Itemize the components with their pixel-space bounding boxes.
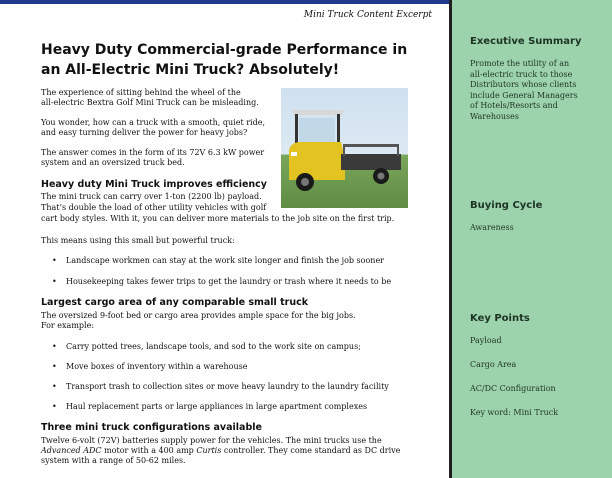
column-divider	[449, 0, 452, 478]
body-line: The oversized 9-foot bed or cargo area provides ample space for the big jobs.	[41, 311, 356, 320]
key-point-item: Cargo Area	[470, 360, 517, 369]
buying-cycle-value: Awareness	[470, 223, 514, 232]
executive-summary-title: Executive Summary	[470, 36, 582, 47]
body-line: Advanced ADC motor with a 400 amp Curtis controller. They come standard as DC drive	[41, 446, 401, 455]
body-line: That’s double the load of other utility vehicles with golf	[41, 203, 267, 212]
key-points-title: Key Points	[470, 313, 530, 324]
truck-illustration	[281, 88, 408, 208]
intro-line: all-electric Bextra Golf Mini Truck can be misleading.	[41, 98, 259, 107]
motor-name: Advanced ADC	[41, 446, 102, 455]
intro-line: and easy turning deliver the power for heavy jobs?	[41, 128, 248, 137]
intro-line: The answer comes in the form of its 72V 6.3 kW power	[41, 148, 265, 157]
body-line: Twelve 6-volt (72V) batteries supply power for the vehicles. The mini trucks use the	[41, 436, 382, 445]
article-title: Heavy Duty Commercial-grade Performance in an All-Electric Mini Truck? Absolutely!	[41, 42, 408, 78]
key-point-item: Key word: Mini Truck	[470, 408, 559, 417]
body-line: This means using this small but powerful truck:	[41, 236, 235, 245]
body-line: system with a range of 50-62 miles.	[41, 456, 186, 465]
controller-name: Curtis	[196, 446, 222, 455]
top-accent-bar	[0, 0, 492, 4]
intro-line: You wonder, how can a truck with a smooth, quiet ride,	[41, 118, 265, 127]
section-heading: Heavy duty Mini Truck improves efficiency	[41, 179, 268, 190]
key-point-item: AC/DC Configuration	[470, 384, 556, 393]
buying-cycle-title: Buying Cycle	[470, 200, 543, 211]
body-line: The mini truck can carry over 1-ton (2200 lb) payload.	[41, 192, 262, 201]
excerpt-label: Mini Truck Content Excerpt	[303, 10, 432, 20]
key-point-item: Payload	[470, 336, 502, 345]
intro-line: system and an oversized truck bed.	[41, 158, 185, 167]
section-heading: Three mini truck configurations available	[41, 422, 262, 433]
intro-line: The experience of sitting behind the wheel of the	[41, 88, 241, 97]
body-line: cart body styles. With it, you can deliver more materials to the job site on the first trip.	[41, 214, 395, 223]
mini-truck-photo	[281, 88, 408, 208]
executive-summary-text: Promote the utility of an all-electric truck to those Distributors whose clients include General Managers of Hotels/Resorts and Warehouses	[470, 59, 578, 121]
section-heading: Largest cargo area of any comparable small truck	[41, 297, 309, 308]
body-line: For example:	[41, 321, 95, 330]
